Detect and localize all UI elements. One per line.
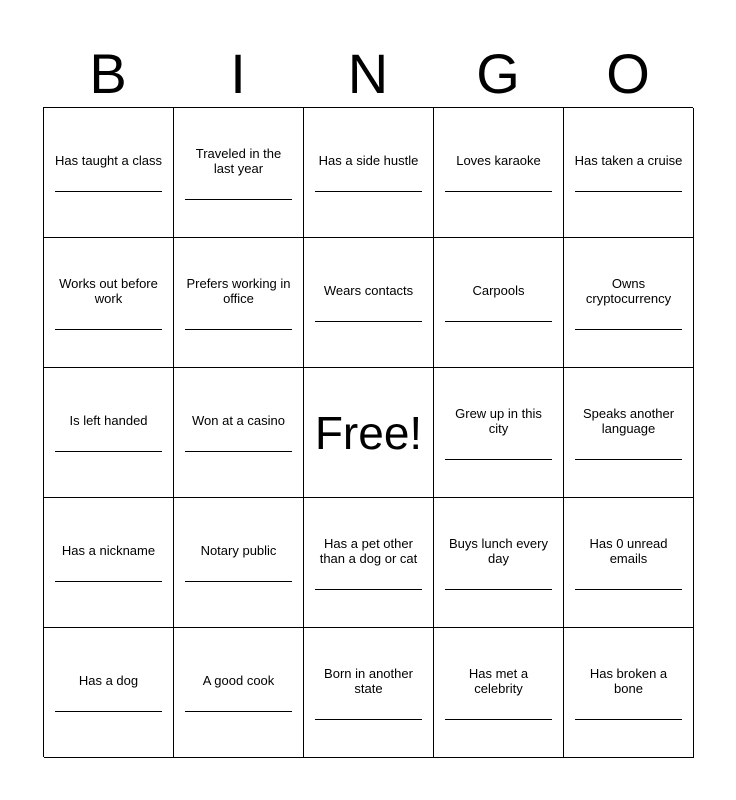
bingo-cell xyxy=(44,498,174,628)
signature-line xyxy=(445,589,552,590)
cell-content xyxy=(574,536,683,590)
cell-prompt: Born in another state xyxy=(324,665,413,696)
bingo-cell xyxy=(434,498,564,628)
signature-line xyxy=(575,719,682,720)
cell-content xyxy=(444,666,553,720)
signature-line xyxy=(185,711,292,712)
signature-line xyxy=(185,581,292,582)
signature-line xyxy=(315,589,422,590)
header-letter-b: B xyxy=(89,42,127,105)
signature-line xyxy=(185,329,292,330)
bingo-cell xyxy=(44,368,174,498)
cell-prompt: Has 0 unread emails xyxy=(589,535,668,566)
free-space-label: Free! xyxy=(314,406,423,459)
cell-content xyxy=(184,543,293,582)
cell-content xyxy=(574,666,683,720)
cell-prompt: Prefers working in office xyxy=(186,275,291,306)
bingo-cell xyxy=(174,628,304,758)
cell-content xyxy=(54,543,163,582)
bingo-cell xyxy=(174,108,304,238)
signature-line xyxy=(445,191,552,192)
free-space-cell xyxy=(304,368,434,498)
cell-content xyxy=(314,283,423,322)
cell-content xyxy=(314,536,423,590)
signature-line xyxy=(315,719,422,720)
header-letter-o: O xyxy=(606,42,650,105)
cell-content xyxy=(184,673,293,712)
signature-line xyxy=(185,199,292,200)
bingo-cell xyxy=(564,628,694,758)
cell-prompt: Notary public xyxy=(200,543,277,559)
cell-content xyxy=(54,153,163,192)
cell-prompt: A good cook xyxy=(202,673,275,689)
cell-prompt: Wears contacts xyxy=(323,283,414,299)
cell-content xyxy=(184,276,293,330)
cell-content xyxy=(314,407,423,459)
bingo-header xyxy=(43,42,693,106)
cell-prompt: Buys lunch every day xyxy=(449,535,548,566)
cell-prompt: Has a dog xyxy=(78,673,139,689)
cell-content xyxy=(314,666,423,720)
signature-line xyxy=(55,191,162,192)
signature-line xyxy=(445,321,552,322)
cell-prompt: Carpools xyxy=(472,283,525,299)
bingo-cell xyxy=(304,628,434,758)
cell-prompt: Grew up in this city xyxy=(455,405,542,436)
cell-content xyxy=(444,283,553,322)
signature-line xyxy=(445,459,552,460)
cell-content xyxy=(574,153,683,192)
cell-content xyxy=(574,406,683,460)
signature-line xyxy=(575,589,682,590)
bingo-cell xyxy=(564,498,694,628)
cell-prompt: Has taught a class xyxy=(55,153,162,169)
bingo-cell xyxy=(564,238,694,368)
bingo-cell xyxy=(304,108,434,238)
cell-prompt: Is left handed xyxy=(69,413,148,429)
bingo-cell xyxy=(44,628,174,758)
header-letter-n: N xyxy=(347,42,389,105)
cell-content xyxy=(54,673,163,712)
cell-prompt: Has taken a cruise xyxy=(574,153,683,169)
cell-prompt: Has met a celebrity xyxy=(468,665,529,696)
bingo-cell xyxy=(564,368,694,498)
signature-line xyxy=(55,329,162,330)
cell-content xyxy=(314,153,423,192)
header-letter-g: G xyxy=(476,42,520,105)
cell-content xyxy=(574,276,683,330)
cell-content xyxy=(184,413,293,452)
cell-prompt: Owns cryptocurrency xyxy=(585,275,672,306)
bingo-cell xyxy=(434,238,564,368)
bingo-cell xyxy=(174,498,304,628)
signature-line xyxy=(575,459,682,460)
signature-line xyxy=(575,191,682,192)
signature-line xyxy=(445,719,552,720)
cell-content xyxy=(444,536,553,590)
bingo-cell xyxy=(174,368,304,498)
bingo-cell xyxy=(304,238,434,368)
cell-prompt: Speaks another language xyxy=(582,405,675,436)
bingo-cell xyxy=(44,238,174,368)
header-letter-i: I xyxy=(230,42,246,105)
signature-line xyxy=(315,321,422,322)
cell-prompt: Loves karaoke xyxy=(456,153,541,169)
bingo-board xyxy=(43,107,693,757)
bingo-cell xyxy=(304,498,434,628)
cell-content xyxy=(54,276,163,330)
signature-line xyxy=(185,451,292,452)
cell-content xyxy=(54,413,163,452)
bingo-cell xyxy=(44,108,174,238)
cell-prompt: Works out before work xyxy=(59,275,158,306)
signature-line xyxy=(315,191,422,192)
bingo-cell xyxy=(434,368,564,498)
cell-content xyxy=(444,406,553,460)
bingo-cell xyxy=(174,238,304,368)
cell-prompt: Has a nickname xyxy=(61,543,156,559)
cell-prompt: Won at a casino xyxy=(192,413,285,429)
bingo-cell xyxy=(564,108,694,238)
signature-line xyxy=(55,581,162,582)
cell-prompt: Has broken a bone xyxy=(589,665,668,696)
cell-prompt: Has a side hustle xyxy=(318,153,419,169)
cell-content xyxy=(184,146,293,200)
signature-line xyxy=(575,329,682,330)
cell-prompt: Traveled in the last year xyxy=(195,145,282,176)
signature-line xyxy=(55,451,162,452)
bingo-cell xyxy=(434,108,564,238)
signature-line xyxy=(55,711,162,712)
cell-prompt: Has a pet other than a dog or cat xyxy=(319,535,418,566)
bingo-cell xyxy=(434,628,564,758)
cell-content xyxy=(444,153,553,192)
